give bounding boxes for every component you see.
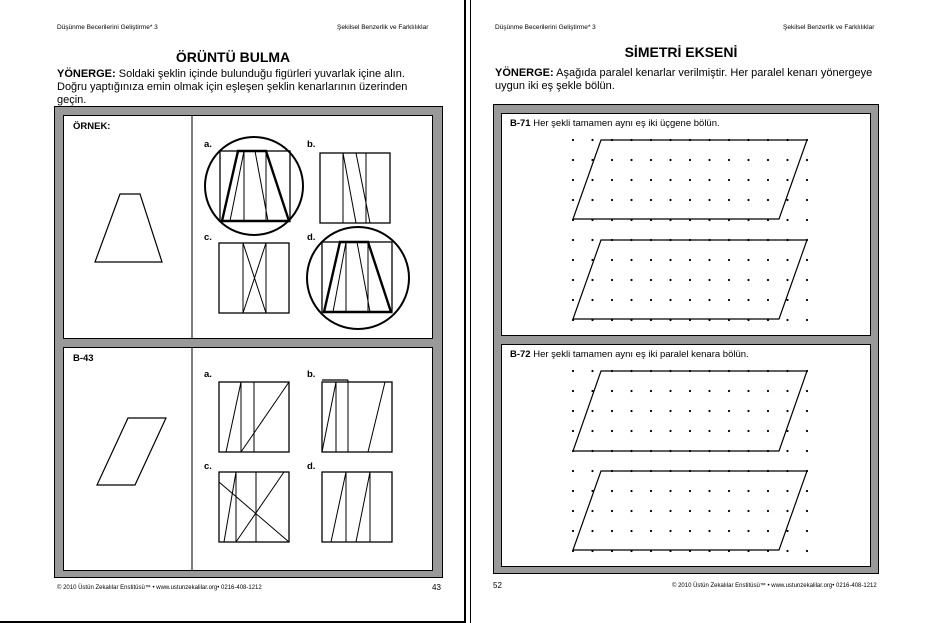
grid-dot	[591, 239, 593, 241]
grid-dot	[669, 390, 671, 392]
grid-dot	[786, 199, 788, 201]
grid-dot	[747, 510, 749, 512]
grid-dot	[747, 490, 749, 492]
grid-dot	[767, 259, 769, 261]
grid-dot	[728, 410, 730, 412]
grid-dot	[806, 279, 808, 281]
question-label: B-43	[73, 353, 94, 364]
grid-dot	[806, 410, 808, 412]
right-header-left: Düşünme Becerilerini Geliştirme* 3	[495, 24, 596, 31]
grid-dot	[630, 430, 632, 432]
grid-dot	[611, 430, 613, 432]
grid-dot	[669, 279, 671, 281]
grid-dot	[708, 299, 710, 301]
question-option-a[interactable]	[219, 382, 289, 452]
grid-dot	[708, 530, 710, 532]
grid-dot	[728, 159, 730, 161]
grid-dot	[572, 490, 574, 492]
grid-dot	[728, 259, 730, 261]
grid-dot	[572, 299, 574, 301]
grid-dot	[630, 279, 632, 281]
grid-dot	[591, 430, 593, 432]
grid-dot	[669, 259, 671, 261]
grid-dot	[728, 179, 730, 181]
grid-dot	[650, 390, 652, 392]
right-header-right: Şekilsel Benzerlik ve Farklılıklar	[783, 24, 875, 31]
instruction-label: YÖNERGE:	[495, 67, 554, 79]
grid-dot	[591, 410, 593, 412]
grid-dot	[767, 430, 769, 432]
grid-dot	[591, 530, 593, 532]
example-option-b-label: b.	[307, 139, 316, 150]
grid-dot	[650, 430, 652, 432]
grid-dot	[708, 159, 710, 161]
question-b71-text: Her şekli tamamen aynı eş iki üçgene bölün.	[533, 118, 720, 129]
grid-dot	[728, 390, 730, 392]
grid-dot	[572, 410, 574, 412]
grid-dot	[572, 470, 574, 472]
grid-dot	[806, 179, 808, 181]
grid-dot	[767, 490, 769, 492]
grid-dot	[806, 319, 808, 321]
grid-dot	[786, 490, 788, 492]
grid-dot	[806, 199, 808, 201]
right-footer: © 2010 Üstün Zekalılar Enstitüsü™ • www.ustunzekalilar.org• 0216-408-1212	[672, 583, 877, 589]
grid-dot	[611, 179, 613, 181]
example-option-a[interactable]	[205, 137, 303, 235]
grid-dot	[689, 530, 691, 532]
grid-dot	[611, 410, 613, 412]
grid-dot	[669, 510, 671, 512]
grid-dot	[611, 279, 613, 281]
grid-dot	[747, 199, 749, 201]
grid-dot	[591, 179, 593, 181]
grid-dot	[786, 159, 788, 161]
grid-dot	[611, 259, 613, 261]
grid-dot	[747, 299, 749, 301]
grid-dot	[650, 490, 652, 492]
grid-dot	[767, 410, 769, 412]
example-option-c-label: c.	[204, 232, 212, 243]
grid-dot	[786, 530, 788, 532]
grid-dot	[650, 159, 652, 161]
grid-dot	[611, 390, 613, 392]
grid-dot	[786, 259, 788, 261]
grid-dot	[806, 450, 808, 452]
grid-dot	[611, 490, 613, 492]
grid-dot	[572, 279, 574, 281]
grid-dot	[572, 139, 574, 141]
grid-dot	[786, 319, 788, 321]
question-parallelogram	[97, 418, 166, 485]
grid-dot	[572, 510, 574, 512]
grid-dot	[708, 410, 710, 412]
grid-dot	[689, 430, 691, 432]
example-option-d[interactable]	[307, 227, 409, 329]
grid-dot	[572, 159, 574, 161]
grid-dot	[806, 159, 808, 161]
grid-dot	[669, 299, 671, 301]
left-footer: © 2010 Üstün Zekalılar Enstitüsü™ • www.ustunzekalilar.org• 0216-408-1212	[57, 585, 262, 591]
grid-dot	[728, 299, 730, 301]
grid-dot	[767, 390, 769, 392]
grid-dot	[572, 530, 574, 532]
grid-dot	[786, 450, 788, 452]
grid-dot	[630, 490, 632, 492]
grid-dot	[572, 430, 574, 432]
grid-dot	[786, 550, 788, 552]
grid-dot	[786, 299, 788, 301]
grid-dot	[572, 370, 574, 372]
grid-dot	[806, 490, 808, 492]
grid-dot	[806, 259, 808, 261]
grid-dot	[572, 259, 574, 261]
grid-dot	[689, 259, 691, 261]
grid-dot	[650, 199, 652, 201]
grid-dot	[708, 510, 710, 512]
grid-dot	[689, 510, 691, 512]
grid-dot	[650, 410, 652, 412]
grid-dot	[806, 219, 808, 221]
grid-dot	[591, 139, 593, 141]
question-option-c-label: c.	[204, 461, 212, 472]
grid-dot	[572, 390, 574, 392]
grid-dot	[786, 179, 788, 181]
grid-dot	[669, 179, 671, 181]
grid-dot	[767, 530, 769, 532]
grid-dot	[630, 179, 632, 181]
grid-dot	[786, 279, 788, 281]
grid-dot	[747, 430, 749, 432]
grid-dot	[650, 279, 652, 281]
grid-dot	[689, 279, 691, 281]
grid-dot	[689, 299, 691, 301]
grid-dot	[747, 179, 749, 181]
question-b72-label: B-72	[510, 349, 531, 360]
grid-dot	[572, 239, 574, 241]
question-option-b[interactable]	[322, 380, 392, 452]
grid-dot	[747, 159, 749, 161]
page-title: SİMETRİ EKSENİ	[624, 44, 738, 60]
right-page	[470, 0, 930, 623]
grid-dot	[767, 199, 769, 201]
instruction-label: YÖNERGE:	[57, 68, 116, 80]
grid-dot	[591, 470, 593, 472]
grid-dot	[611, 159, 613, 161]
grid-dot	[708, 390, 710, 392]
left-header-left: Düşünme Becerilerini Geliştirme* 3	[57, 24, 158, 31]
example-trapezoid	[95, 194, 162, 262]
question-b72-text: Her şekli tamamen aynı eş iki paralel kenara bölün.	[533, 349, 749, 360]
grid-dot	[708, 259, 710, 261]
grid-dot	[669, 410, 671, 412]
question-option-a-label: a.	[204, 369, 212, 380]
grid-dot	[728, 199, 730, 201]
grid-dot	[806, 530, 808, 532]
grid-dot	[747, 390, 749, 392]
grid-dot	[689, 159, 691, 161]
grid-dot	[650, 299, 652, 301]
grid-dot	[728, 530, 730, 532]
grid-dot	[767, 510, 769, 512]
grid-dot	[708, 279, 710, 281]
grid-dot	[669, 199, 671, 201]
grid-dot	[708, 199, 710, 201]
grid-dot	[747, 279, 749, 281]
grid-dot	[630, 410, 632, 412]
grid-dot	[728, 510, 730, 512]
left-header-right: Şekilsel Benzerlik ve Farklılıklar	[337, 24, 429, 31]
instruction-text: Soldaki şeklin içinde bulunduğu figürleri yuvarlak içine alın. Doğru yaptığınıza emin olmak için eşleşen şeklin kenarlarının üzerinden geçin.	[57, 68, 408, 106]
grid-dot	[669, 530, 671, 532]
grid-dot	[767, 279, 769, 281]
grid-dot	[572, 199, 574, 201]
grid-dot	[591, 199, 593, 201]
grid-dot	[630, 299, 632, 301]
grid-dot	[689, 179, 691, 181]
grid-dot	[708, 430, 710, 432]
grid-dot	[747, 530, 749, 532]
example-label: ÖRNEK:	[73, 121, 111, 132]
grid-dot	[786, 219, 788, 221]
grid-dot	[572, 179, 574, 181]
grid-dot	[591, 510, 593, 512]
question-option-b-label: b.	[307, 369, 316, 380]
grid-dot	[591, 299, 593, 301]
grid-dot	[767, 299, 769, 301]
grid-dot	[806, 550, 808, 552]
question-option-d[interactable]	[322, 472, 392, 542]
grid-dot	[630, 199, 632, 201]
grid-dot	[630, 510, 632, 512]
grid-dot	[708, 490, 710, 492]
grid-dot	[591, 370, 593, 372]
grid-dot	[786, 510, 788, 512]
grid-dot	[806, 299, 808, 301]
question-option-d-label: d.	[307, 461, 316, 472]
grid-dot	[669, 430, 671, 432]
grid-dot	[767, 159, 769, 161]
grid-dot	[728, 279, 730, 281]
grid-dot	[689, 390, 691, 392]
grid-dot	[689, 490, 691, 492]
example-option-b[interactable]	[320, 153, 390, 223]
grid-dot	[650, 530, 652, 532]
grid-dot	[767, 179, 769, 181]
grid-dot	[708, 179, 710, 181]
grid-dot	[786, 390, 788, 392]
grid-dot	[806, 430, 808, 432]
grid-dot	[611, 530, 613, 532]
grid-dot	[591, 279, 593, 281]
left-page-number: 43	[432, 583, 441, 592]
grid-dot	[611, 199, 613, 201]
grid-dot	[630, 530, 632, 532]
grid-dot	[747, 259, 749, 261]
grid-dot	[611, 510, 613, 512]
grid-dot	[689, 410, 691, 412]
instruction-text: Aşağıda paralel kenarlar verilmiştir. Her paralel kenarı yönergeye uygun iki eş şekle bölün.	[495, 67, 873, 92]
grid-dot	[650, 179, 652, 181]
example-option-a-label: a.	[204, 139, 212, 150]
grid-dot	[669, 159, 671, 161]
grid-dot	[611, 299, 613, 301]
grid-dot	[669, 490, 671, 492]
grid-dot	[650, 510, 652, 512]
grid-dot	[747, 410, 749, 412]
dot-grid-figures	[471, 0, 930, 623]
grid-dot	[806, 390, 808, 392]
page-title: ÖRÜNTÜ BULMA	[175, 49, 291, 65]
right-page-number: 52	[493, 581, 502, 590]
grid-dot	[630, 390, 632, 392]
grid-dot	[806, 510, 808, 512]
example-option-c[interactable]	[219, 243, 289, 313]
question-option-c[interactable]	[219, 472, 289, 542]
grid-dot	[630, 259, 632, 261]
grid-dot	[689, 199, 691, 201]
grid-dot	[630, 159, 632, 161]
grid-dot	[650, 259, 652, 261]
example-option-d-label: d.	[307, 232, 316, 243]
question-b71-label: B-71	[510, 118, 531, 129]
grid-dot	[728, 430, 730, 432]
grid-dot	[786, 410, 788, 412]
grid-dot	[728, 490, 730, 492]
